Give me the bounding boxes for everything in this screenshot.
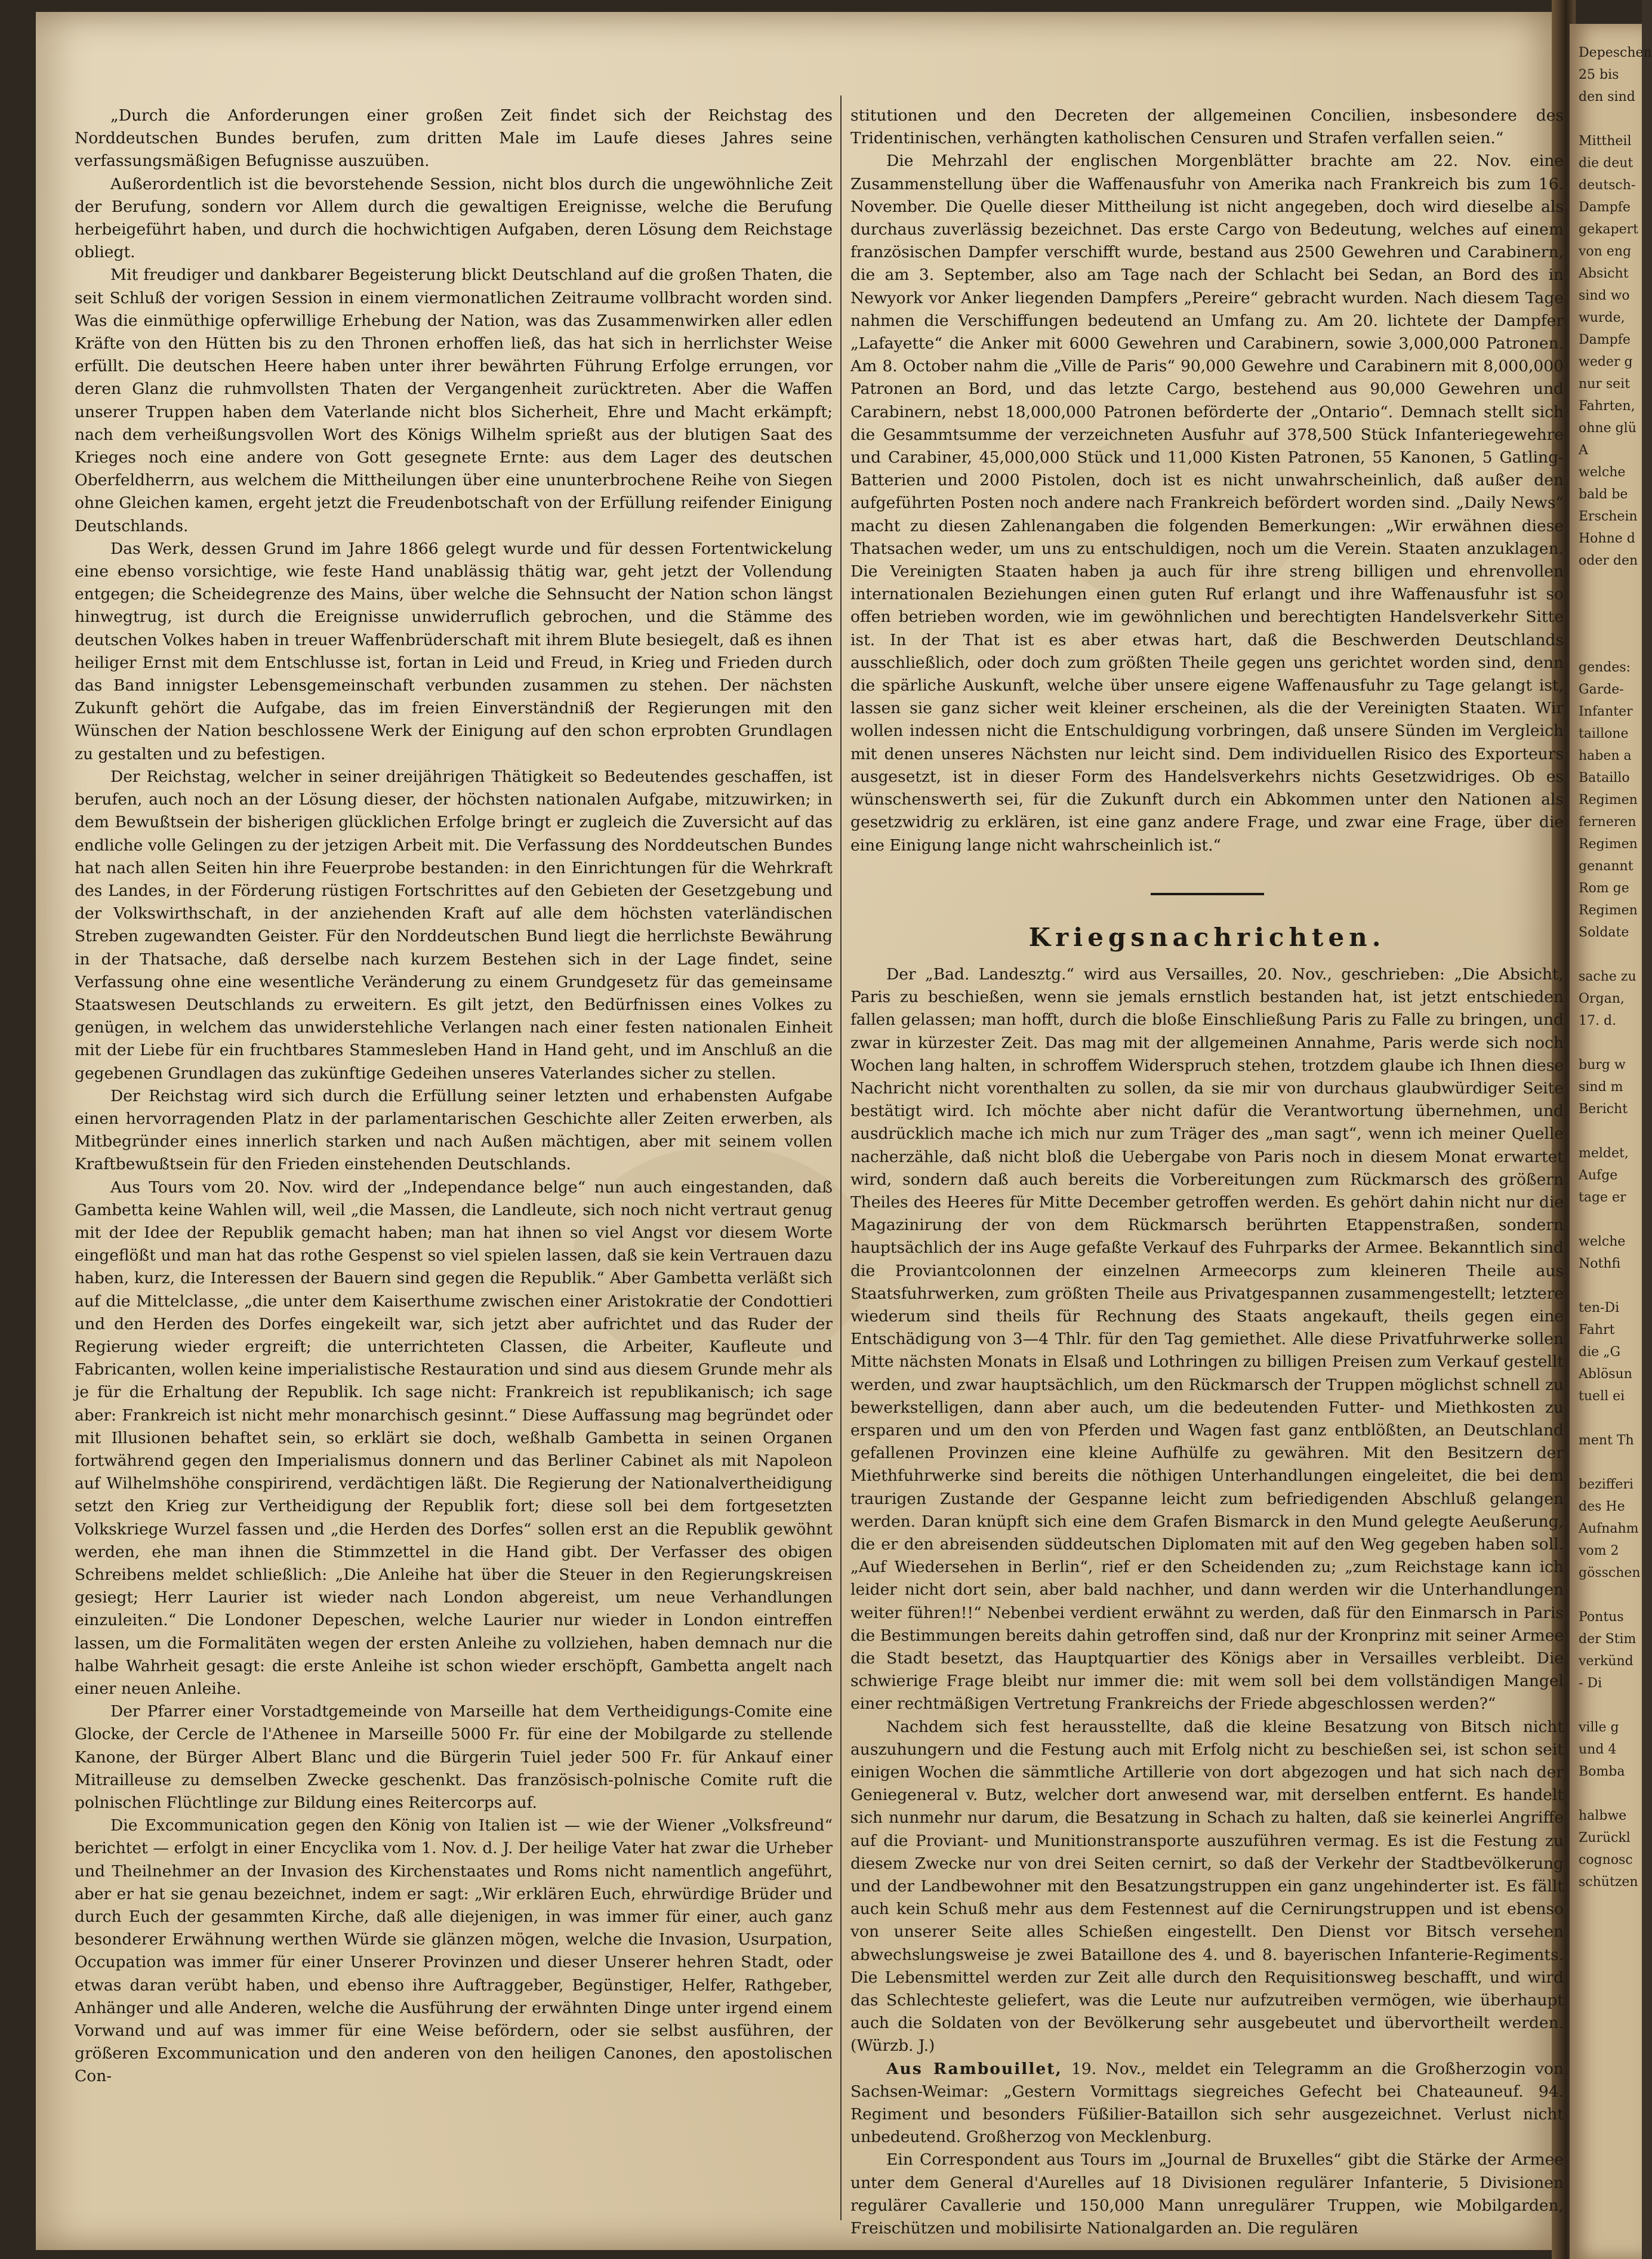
section-heading: Kriegsnachrichten.	[1028, 922, 1386, 952]
adjacent-page-line: Hohne d	[1579, 531, 1635, 546]
adjacent-page-line: tage er	[1579, 1190, 1626, 1205]
adjacent-page-line: den sind	[1579, 90, 1635, 104]
adjacent-page-line: sache zu	[1579, 969, 1636, 984]
adjacent-page-line	[1579, 1407, 1641, 1429]
adjacent-page-line	[1579, 944, 1641, 966]
adjacent-page-line: von eng	[1579, 244, 1632, 259]
adjacent-page-line: tuell ei	[1579, 1389, 1625, 1404]
adjacent-page-line: Mittheil	[1579, 134, 1632, 149]
adjacent-page-line: A	[1579, 443, 1588, 458]
article-paragraph: Aus Tours vom 20. Nov. wird der „Independance belge“ nun auch eingestanden, daß Gambetta keine Wahlen will, weil „die Massen, die Landleute, sich noch nicht vertraut genug mit der Idee der Republik gemacht haben; man hat ihnen so viel Angst vor diesem Worte eingeflößt und man hat das rothe Gespenst so viel spielen lassen, daß sie kein Vertrauen dazu haben, kurz, die Interessen der Bauern sind gegen die Republik.“ Aber Gambetta verläßt sich auf die Mittelclasse, „die unter dem Kaiserthume zwischen einer Aristokratie der Condottieri und den Herden des Dorfes eingekeilt war, sich jetzt aber aufrichtet und das Ruder der Regierung wieder ergreift; die unterrichteten Classen, die Arbeiter, Kaufleute und Fabricanten, wollen keine imperialistische Restauration und sind aus diesem Grunde mehr als je für die Erhaltung der Republik. Ich sage nicht: Frankreich ist republikanisch; ich sage aber: Frankreich ist nicht mehr monarchisch gesinnt.“ Diese Auffassung mag begründet oder mit Illusionen behaftet sein, so erklärt sie doch, weßhalb Gambetta in seinen Organen fortwährend gegen den Imperialismus donnern und das Berliner Cabinet als mit Napoleon auf Wilhelmshöhe conspirirend, verdächtigen läßt. Die Regierung der Nationalvertheidigung setzt den Krieg zur Vertheidigung der Republik fort; diese soll bei dem fortgesetzten Volkskriege Wurzel fassen und „die Herden des Dorfes“ sollen erst an die Republik gewöhnt werden, ehe man ihnen die Stimmzettel in die Hand gibt. Der Verfasser des obigen Schreibens meldet schließlich: „Die Anleihe hat über die Steuer in den Regierungskreisen gesiegt; Herr Laurier ist wieder nach London abgereist, um neue Verhandlungen einzuleiten.“ Die Londoner Depeschen, welche Laurier nur wieder in London eintreffen lassen, um die Formalitäten wegen der ersten Anleihe zu vollziehen, haben demnach nur die halbe Wahrheit gesagt: die erste Anleihe ist schon wieder erschöpft, Gambetta angelt nach einer neuen Anleihe.	[75, 1178, 833, 1699]
adjacent-page-line: Absicht	[1579, 266, 1629, 281]
article-paragraph: Die Mehrzahl der englischen Morgenblätter brachte am 22. Nov. eine Zusammenstellung über die Waffenausfuhr von Amerika nach Frankreich bis zum 16. November. Die Quelle dieser Mittheilung ist nicht angegeben, doch wird dieselbe als durchaus zuverlässig bezeichnet. Das erste Cargo von Bedeutung, welches auf einem französischen Dampfer verschifft wurde, bestand aus 2500 Gewehren und Carabinern, die am 3. September, also am Tage nach der Schlacht bei Sedan, an Bord des in Newyork vor Anker liegenden Dampfers „Pereire“ gebracht wurden. Nach diesem Tage nahmen die Verschiffungen bedeutend an Umfang zu. Am 20. lichtete der Dampfer „Lafayette“ die Anker mit 6000 Gewehren und Carabinern, sowie 3,000,000 Patronen. Am 8. October nahm die „Ville de Paris“ 90,000 Gewehre und Carabinern mit 8,000,000 Patronen an Bord, und das letzte Cargo, bestehend aus 90,000 Gewehren und Carabinern, nebst 18,000,000 Patronen beförderte der „Ontario“. Demnach stellt sich die Gesammtsumme der verzeichneten Ausfuhr auf 378,500 Stück Infanteriegewehre und Carabiner, 45,000,000 Stück und 11,000 Kisten Patronen, 55 Kanonen, 5 Gatling-Batterien und 2000 Pistolen, doch ist es nicht unwahrscheinlich, daß außer den aufgeführten Posten noch andere nach Frankreich befördert worden sind. „Daily News“ macht zu diesen Zahlenangaben die folgenden Bemerkungen: „Wir erwähnen diese Thatsachen weder, um uns zu entschuldigen, noch um die Verein. Staaten anzuklagen. Die Vereinigten Staaten haben ja auch für ihre streng billigen und ehrenvollen internationalen Beziehungen einen guten Ruf erlangt und ihre Waffenausfuhr ist so offen betrieben worden, wie im gewöhnlichen und berechtigten Handelsverkehr Sitte ist. In der That ist es aber etwas hart, daß die Beschwerden Deutschlands ausschließlich, oder doch zum größten Theile gegen uns gerichtet worden sind, denn die spärliche Auskunft, welche über unsere eigene Waffenausfuhr zu Tage gelangt ist, lassen sie ganz sicher weit kleiner erscheinen, als die der Vereinigten Staaten. Wir wollen indessen nicht die Entschuldigung vorbringen, daß unsere Sünden im Vergleich mit denen unseres Nächsten nur leicht sind. Dem individuellen Risico des Exporteurs ausgesetzt, ist in dieser Form des Handelsverkehrs nichts Gesetzwidriges. Ob es wünschenswerth sei, für die Zukunft durch ein Abkommen unter den Nationen als gesetzwidrig zu erklären, ist eine ganz andere Frage, und zwar eine Frage, über die eine Einigung lange nicht wahrscheinlich ist.“	[850, 152, 1564, 855]
adjacent-page-line: ferneren	[1579, 815, 1636, 830]
adjacent-page-line: bezifferi	[1579, 1477, 1633, 1492]
adjacent-page-line: Dampfe	[1579, 200, 1631, 215]
adjacent-page-line: Depeschen	[1579, 45, 1652, 60]
adjacent-page-line: Infanter	[1579, 704, 1633, 719]
adjacent-page-line	[1579, 1584, 1641, 1606]
adjacent-page-line: Ablösun	[1579, 1367, 1632, 1382]
adjacent-page-line: verkünd	[1579, 1654, 1633, 1669]
adjacent-page-line: Garde-	[1579, 682, 1624, 697]
article-paragraph: Die Excommunication gegen den König von Italien ist — wie der Wiener „Volksfreund“ berichtet — erfolgt in einer Encyclika vom 1. Nov. d. J. Der heilige Vater hat zwar die Urheber und Theilnehmer an der Invasion des Kirchenstaates und Roms nicht namentlich angeführt, aber er hat sie genau bezeichnet, indem er sagt: „Wir erklären Euch, ehrwürdige Brüder und durch Euch der gesammten Kirche, daß alle diejenigen, in was immer für einer, auch ganz besonderer Erwähnung werthen Würde sie glänzen mögen, welche die Invasion, Usurpation, Occupation was immer für einer Unserer Provinzen und dieser Unserer hehren Stadt, oder etwas daran verübt haben, und ebenso ihre Auftraggeber, Begünstiger, Helfer, Rathgeber, Anhänger und alle Anderen, welche die Ausführung der erwähnten Dinge unter irgend einem Vorwand und auf was immer für eine Weise befördern, oder sie selbst ausführen, der größeren Excommunication und den anderen von den heiligen Canones, den apostolischen Con-	[75, 1816, 833, 2086]
adjacent-page-line: Regimen	[1579, 793, 1638, 808]
adjacent-page-line: Fahrten,	[1579, 399, 1635, 414]
adjacent-page-line: des He	[1579, 1499, 1625, 1514]
adjacent-page-line: taillone	[1579, 726, 1629, 741]
adjacent-page-line: ville g	[1579, 1720, 1619, 1735]
adjacent-page-line: 25 bis	[1579, 67, 1619, 82]
adjacent-page-line: Zurückl	[1579, 1830, 1631, 1845]
adjacent-page-line: Fahrt	[1579, 1323, 1615, 1337]
adjacent-page-line: genannt	[1579, 859, 1633, 874]
adjacent-page-line: bald be	[1579, 487, 1628, 502]
adjacent-page-line: ten-Di	[1579, 1300, 1620, 1315]
adjacent-page-line: Regimen	[1579, 903, 1638, 918]
adjacent-page-line: Soldate	[1579, 925, 1629, 940]
adjacent-page-line: sind wo	[1579, 288, 1630, 303]
adjacent-page-line: ohne glü	[1579, 421, 1636, 436]
adjacent-page-line	[1579, 1275, 1641, 1297]
adjacent-page-line: Bericht	[1579, 1102, 1628, 1117]
adjacent-page-line: die „G	[1579, 1345, 1621, 1360]
adjacent-page-line: weder g	[1579, 355, 1633, 369]
adjacent-page-line: burg w	[1579, 1058, 1626, 1073]
adjacent-page-line	[1579, 1783, 1641, 1805]
adjacent-page-line: schützen	[1579, 1875, 1638, 1890]
article-paragraph: Der „Bad. Landesztg.“ wird aus Versailles, 20. Nov., geschrieben: „Die Absicht, Paris zu beschießen, wenn sie jemals ernstlich bestanden hat, ist jetzt entschieden fallen gelassen; man hofft, durch die bloße Einschließung Paris zu Falle zu bringen, und zwar in kürzester Zeit. Das mag mit der allgemeinen Annahme, Paris werde sich noch Wochen lang halten, in schroffem Widerspruch stehen, trotzdem glaube ich Ihnen diese Nachricht nicht vorenthalten zu sollen, da sie mir von durchaus glaubwürdiger Seite bestätigt wird. Ich möchte aber nicht dafür die Verantwortung übernehmen, und ausdrücklich mache ich mich nur zum Träger des „man sagt“, wenn ich meiner Quelle nacherzähle, daß nicht bloß die Uebergabe von Paris noch in diesem Monat erwartet wird, sondern daß auch bereits die Vorbereitungen zum Rückmarsch des größern Theiles des Heeres für Mitte December getroffen werden. Es gehört dahin nicht nur die Magazinirung der von dem Rückmarsch berührten Etappenstraßen, sondern hauptsächlich der ins Auge gefaßte Verkauf des Fuhrparks der Armee. Bekanntlich sind die Proviantcolonnen der einzelnen Armeecorps zum kleineren Theile aus Staatsfuhrwerken, zum größten Theile aus Privatgespannen zusammengestellt; letztere wiederum sind theils für Rechnung des Staats angekauft, theils gegen eine Entschädigung von 3—4 Thlr. für den Tag gemiethet. Alle diese Privatfuhrwerke sollen Mitte nächsten Monats in Elsaß und Lothringen zu billigen Preisen zum Verkauf gestellt werden, und zwar hauptsächlich, um den Rückmarsch der Truppen möglichst schnell zu bewerkstelligen, dann aber auch, um die bedeutenden Futter- und Miethkosten zu ersparen und um den von Pferden und Wagen fast ganz entblößten, an Deutschland gefallenen Provinzen eine kleine Aufhülfe zu gewähren. Mit den Besitzern der Miethfuhrwerke sind bereits die nöthigen Unterhandlungen eingeleitet, die bei dem traurigen Zustande der Gespanne leicht zum befriedigenden Abschluß gelangen werden. Daran knüpft sich eine dem Grafen Bismarck in den Mund gelegte Aeußerung, die er den abreisenden süddeutschen Diplomaten mit auf den Weg gegeben haben soll. „Auf Wiedersehen in Berlin“, rief er den Scheidenden zu; „zum Reichstage kann ich leider nicht dort sein, aber bald nachher, und dann werden wir die Unterhandlungen weiter führen!!“ Nebenbei verdient erwähnt zu werden, daß für den Einmarsch in Paris die Bestimmungen bereits dahin getroffen sind, daß nur der Kronprinz mit seiner Armee die Stadt besetzt, das Hauptquartier des Königs aber in Versailles verbleibt. Die schwierige Frage bleibt nur immer die: mit wem soll bei dem vollständigen Mangel einer rechtmäßigen Vertretung Frankreichs der Friede abgeschlossen werden?“	[850, 964, 1564, 1713]
dateline-text: 19. Nov., meldet ein Telegramm an die Großherzogin von Sachsen-Weimar: „Gestern Vormittags siegreiches Gefecht bei Chateauneuf. 94. Regiment und besonders Füßilier-Bataillon sich sehr ausgezeichnet. Verlust nicht unbedeutend. Großherzog von Mecklenburg.	[850, 2059, 1564, 2147]
adjacent-page-line: - Di	[1579, 1676, 1602, 1691]
adjacent-page-line: Pontus	[1579, 1610, 1624, 1625]
adjacent-page-line: gendes:	[1579, 660, 1631, 675]
adjacent-page-line: nur seit	[1579, 377, 1631, 392]
column-divider	[840, 95, 842, 2220]
article-paragraph: Der Reichstag wird sich durch die Erfüllung seiner letzten und erhabensten Aufgabe einen hervorragenden Platz in der parlamentarischen Geschichte aller Zeiten erwerben, als Mitbegründer eines innerlich starken und nach Außen mächtigen, aber mit seinem vollen Kraftbewußtsein für den Frieden einstehenden Deutschlands.	[75, 1086, 833, 1174]
adjacent-page-line: Dampfe	[1579, 332, 1631, 347]
adjacent-page-text-lower	[1579, 657, 1641, 1893]
adjacent-page-line: wurde,	[1579, 310, 1625, 325]
adjacent-page-line	[1579, 1694, 1641, 1716]
adjacent-page-line	[1579, 1120, 1641, 1142]
adjacent-page-line	[1579, 1451, 1641, 1474]
adjacent-page-line: ment Th	[1579, 1433, 1634, 1448]
article-paragraph: Nachdem sich fest herausstellte, daß die kleine Besatzung von Bitsch nicht auszuhungern und die Festung auch mit Erfolg nicht zu beschießen sei, ist schon seit einigen Wochen die sämmtliche Artillerie von dort abgezogen und hat sich nach der Geniegeneral v. Butz, welcher dort anwesend war, mit derselben entfernt. Es handelt sich nunmehr nur darum, die Besatzung in Schach zu halten, daß sie keinerlei Angriffe auf die Proviant- und Munitionstransporte auszuführen vermag. Es ist die Festung zu diesem Zwecke nur von drei Seiten cernirt, so daß der Verkehr der Stadtbevölkerung und der Landbewohner mit den Besatzungstruppen ein ganz ungehinderter ist. Es fällt auch kein Schuß mehr aus dem Festennest auf die Cernirungstruppen und ist ebenso von unserer Seite alles Schießen eingestellt. Den Dienst vor Bitsch versehen abwechslungsweise je zwei Bataillone des 4. und 8. bayerischen Infanterie-Regiments. Die Lebensmittel werden zur Zeit alle durch den Requisitionsweg beschafft, und wird das Schlechteste geliefert, was die Leute nur aufzutreiben vermögen, wie überhaupt auch die Soldaten von der Bevölkerung sehr ausgebeutet und übervortheilt werden. (Würzb. J.)	[850, 1717, 1564, 2055]
article-paragraph: Mit freudiger und dankbarer Begeisterung blickt Deutschland auf die großen Thaten, die seit Schluß der vorigen Session in einem viermonatlichen Zeitraume vollbracht worden sind. Was die einmüthige opferwillige Erhebung der Nation, was das Zusammenwirken aller edlen Kräfte von den Hütten bis zu den Thronen erhoffen ließ, das hat sich in herrlichster Weise erfüllt. Die deutschen Heere haben unter ihrer bewährten Führung Erfolge errungen, vor deren Glanz die ruhmvollsten Thaten der Vergangenheit zurücktreten. Aber die Waffen unserer Truppen haben dem Vaterlande nicht blos Sicherheit, Ehre und Macht erkämpft; nach dem verheißungsvollen Wort des Königs Wilhelm sprießt aus der blutigen Saat des Krieges noch eine andere von Gott gesegnete Ernte: aus dem Lager des deutschen Oberfeldherrn, aus welchem die Mittheilungen über eine ununterbrochene Reihe von Siegen ohne Gleichen kamen, ergeht jetzt die Freudenbotschaft von der Erfüllung reifender Einigung Deutschlands.	[75, 266, 833, 535]
right-column	[850, 104, 1564, 2240]
article-paragraph: Der Reichstag, welcher in seiner dreijährigen Thätigkeit so Bedeutendes geschaffen, ist berufen, auch noch an der Lösung dieser, der höchsten nationalen Aufgabe, mitzuwirken; in dem Bewußtsein der bisherigen glücklichen Erfolge bringt er zugleich die Zuversicht auf das endliche volle Gelingen zu der jetzigen Arbeit mit. Die Verfassung des Norddeutschen Bundes hat nach allen Seiten hin ihre Feuerprobe bestanden: in den Einrichtungen für die Wehrkraft des Landes, in der Förderung rüstigen Fortschrittes auf den Gebieten der Gesetzgebung und der Volkswirthschaft, in der anziehenden Kraft auf alle dem höchsten vaterländischen Streben zugewandten Geister. Für den Norddeutschen Bund liegt die herrlichste Bewährung in der Thatsache, daß derselbe nach kurzem Bestehen sich in der Lage findet, seine Verfassung ohne eine wesentliche Veränderung zu einem Grundgesetz für das gemeinsame Staatswesen Deutschlands zu erweitern. Es gilt jetzt, den Bedürfnissen eines Volkes zu genügen, in welchem das unwiderstehliche Verlangen nach einer festen nationalen Einheit mit der Liebe für ein fruchtbares Stammesleben Hand in Hand geht, und im Anschluß an die gegebenen Grundlagen das zukünftige Gedeihen unseres Vaterlandes sicher zu stellen.	[75, 767, 833, 1083]
adjacent-page-line: Aufnahm	[1579, 1521, 1639, 1536]
section-rule	[1151, 893, 1264, 900]
adjacent-page-line: Aufge	[1579, 1168, 1618, 1183]
article-paragraph: stitutionen und den Decreten der allgemeinen Concilien, insbesondere des Tridentinischen, verhängten katholischen Censuren und Strafen verfallen seien.“	[850, 106, 1564, 148]
adjacent-page-line	[1579, 1209, 1641, 1231]
adjacent-page-line: Erschein	[1579, 509, 1638, 524]
article-paragraph: Das Werk, dessen Grund im Jahre 1866 gelegt wurde und für dessen Fortentwickelung eine ebenso vorsichtige, wie feste Hand unablässig thätig war, geht jetzt der Vollendung entgegen; die Scheidegrenze des Mains, über welche die Sehnsucht der Nation schon längst hinwegtrug, ist durch die Ereignisse unwiderruflich gebrochen, und die Stämme des deutschen Volkes haben in treuer Waffenbrüderschaft mit ihrem Blute besiegelt, daß es ihnen heiliger Ernst mit dem Entschlusse ist, fortan in Leid und Freud, in Krieg und Frieden durch das Band innigster Lebensgemeinschaft verbunden zusammen zu stehen. Der nächsten Zukunft gehört die Aufgabe, das im freien Einverständniß der Regierungen mit den Wünschen der Nation beschlossene Werk der Einigung auf den schon erprobten Grundlagen zu gestalten und zu befestigen.	[75, 539, 833, 763]
adjacent-page-line: Organ,	[1579, 991, 1625, 1006]
adjacent-page-line: Nothfi	[1579, 1256, 1621, 1271]
article-paragraph: Außerordentlich ist die bevorstehende Session, nicht blos durch die ungewöhnliche Zeit der Berufung, sondern vor Allem durch die gewaltigen Ereignisse, welche die Berufung herbeigeführt haben, und durch die hochwichtigen Aufgaben, deren Lösung dem Reichstage obliegt.	[75, 174, 833, 262]
adjacent-page-line: Bomba	[1579, 1764, 1625, 1779]
article-paragraph: „Durch die Anforderungen einer großen Zeit findet sich der Reichstag des Norddeutschen Bundes berufen, zum dritten Male im Laufe dieses Jahres seine verfassungsmäßigen Befugnisse auszuüben.	[75, 106, 833, 171]
adjacent-page-line: und 4	[1579, 1742, 1617, 1757]
adjacent-page-line: meldet,	[1579, 1146, 1629, 1161]
article-paragraph	[850, 2058, 1564, 2149]
adjacent-page-line: haben a	[1579, 748, 1632, 763]
adjacent-page-line: welche	[1579, 465, 1626, 480]
article-paragraph: Ein Correspondent aus Tours im „Journal de Bruxelles“ gibt die Stärke der Armee unter dem General d'Aurelles auf 18 Divisionen regulärer Infanterie, 5 Divisionen regulärer Cavallerie und 150,000 Mann unregulärer Truppen, wie Mobilgarden, Freischützen und mobilisirte Nationalgarden an. Die regulären	[850, 2150, 1564, 2238]
adjacent-page-text-upper	[1579, 42, 1652, 572]
adjacent-page-line: oder den	[1579, 553, 1638, 568]
adjacent-page-line: Rom ge	[1579, 881, 1629, 896]
adjacent-page-line: halbwe	[1579, 1808, 1627, 1823]
adjacent-page-line: deutsch-	[1579, 178, 1636, 193]
dateline-place: Aus Rambouillet,	[886, 2059, 1062, 2078]
adjacent-page-line: vom 2	[1579, 1543, 1619, 1558]
adjacent-page-line: Bataillo	[1579, 771, 1630, 785]
adjacent-page-line: welche	[1579, 1234, 1626, 1249]
adjacent-page-line: Regimen	[1579, 837, 1638, 852]
adjacent-page-line: cognosc	[1579, 1853, 1633, 1867]
adjacent-page-line	[1579, 108, 1652, 130]
adjacent-page-line: gösschen	[1579, 1565, 1641, 1580]
article-paragraph: Der Pfarrer einer Vorstadtgemeinde von Marseille hat dem Vertheidigungs-Comite eine Glocke, der Cercle de l'Athenee in Marseille 5000 Fr. für eine der Mobilgarde zu stellende Kanone, der Bürger Albert Blanc und die Bürgerin Tuiel jeder 500 Fr. für Ankauf einer Mitrailleuse zu demselben Zwecke geschenkt. Das französisch-polnische Comite ruft die polnischen Flüchtlinge zur Bildung eines Reitercorps auf.	[75, 1702, 833, 1813]
left-column	[75, 104, 833, 2088]
adjacent-page-line	[1579, 1032, 1641, 1054]
adjacent-page-line: der Stim	[1579, 1632, 1636, 1647]
adjacent-page-line: die deut	[1579, 156, 1633, 171]
adjacent-page-line: sind m	[1579, 1080, 1623, 1095]
adjacent-page-line: gekapert	[1579, 222, 1639, 237]
adjacent-page-line: 17. d.	[1579, 1013, 1617, 1028]
